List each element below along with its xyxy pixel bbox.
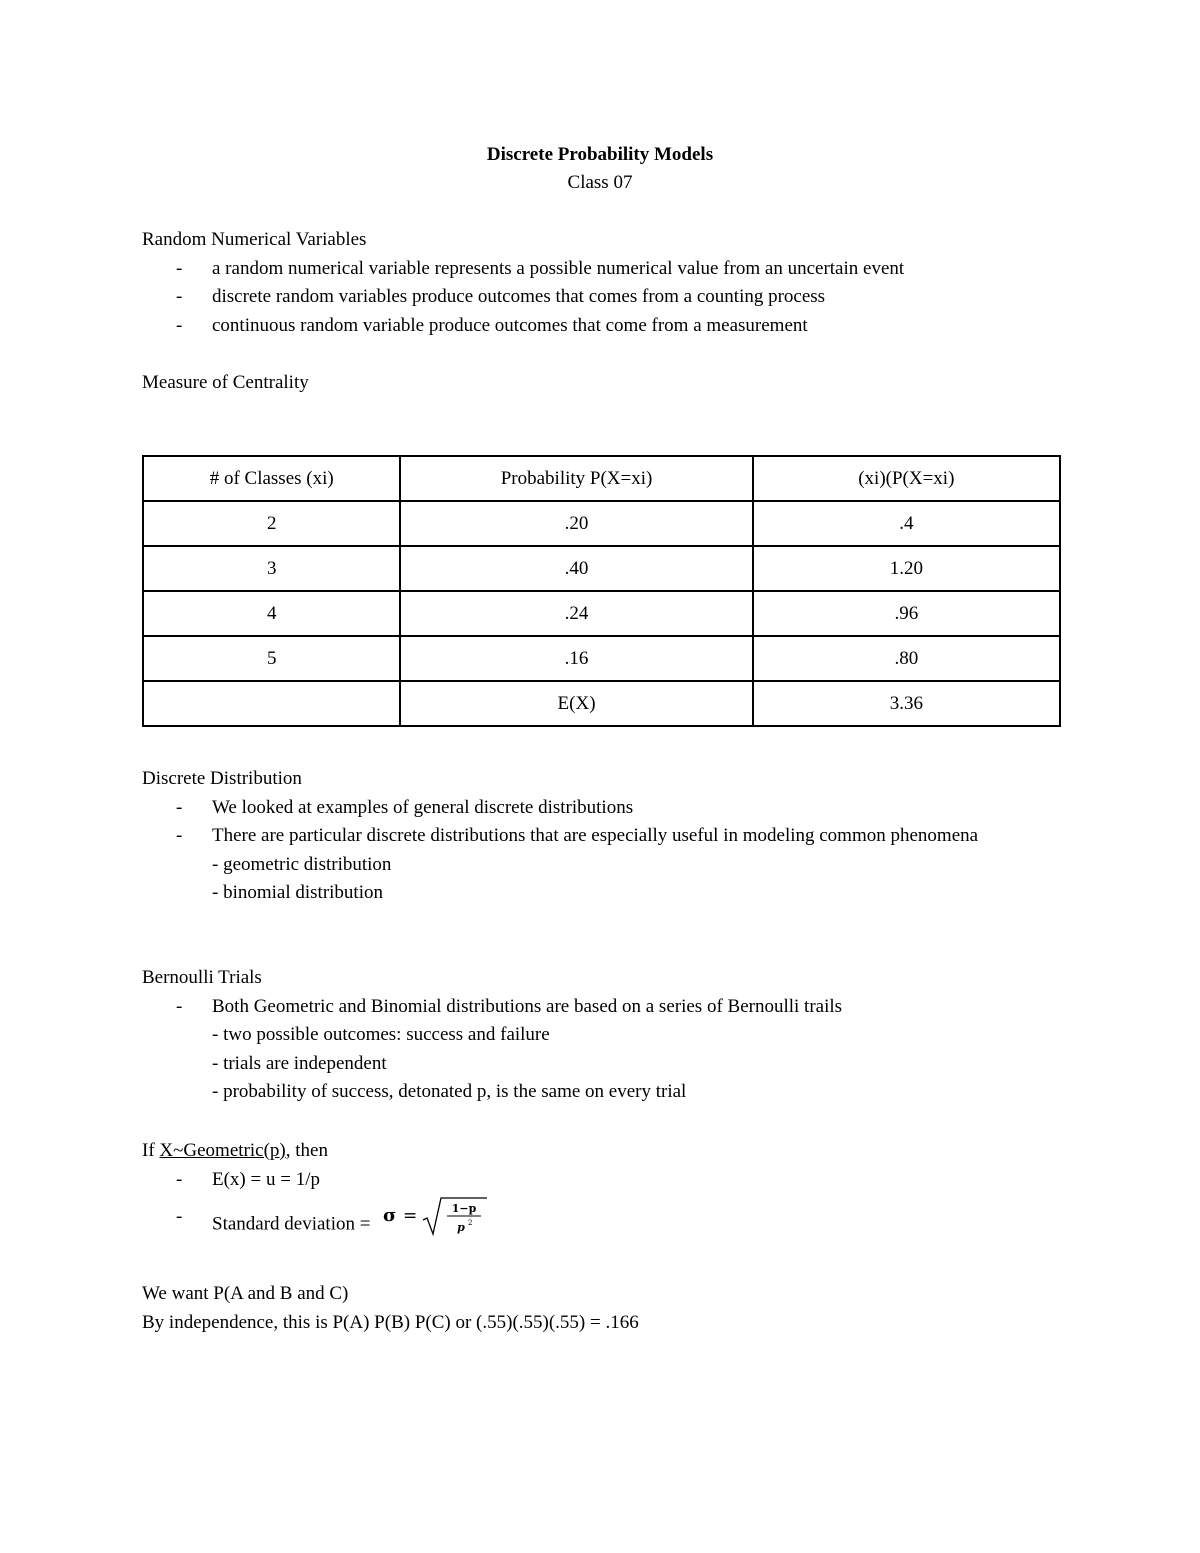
denominator-exponent: 2 — [468, 1219, 473, 1227]
sub-item: - probability of success, detonated p, is the same on every trial — [212, 1081, 687, 1102]
geometric-suffix: , then — [285, 1140, 328, 1161]
sub-item: - binomial distribution — [212, 882, 383, 903]
fraction-denominator: p — [457, 1221, 466, 1234]
table-cell: .16 — [400, 636, 752, 681]
sub-item: - geometric distribution — [212, 853, 392, 875]
geometric-notation: X~Geometric(p) — [159, 1140, 286, 1161]
table-cell — [143, 681, 400, 726]
list-item-text: Both Geometric and Binomial distributions are based on a series of Bernoulli trails — [212, 995, 843, 1017]
list-item-text: There are particular discrete distributions that are especially useful in modeling common phenomena — [212, 825, 979, 846]
table-cell: .24 — [400, 591, 752, 636]
standard-deviation-label: Standard deviation = — [212, 1213, 376, 1235]
table-row — [143, 501, 1060, 546]
list-item-text: continuous random variable produce outcomes that come from a measurement — [212, 314, 808, 336]
list-item — [142, 794, 1012, 823]
table-cell: .20 — [400, 501, 752, 546]
bullet-dash: - — [176, 796, 183, 818]
probability-table — [142, 455, 1061, 727]
page-title: Discrete Probability Models — [486, 144, 714, 165]
sub-item: - two possible outcomes: success and failure — [212, 1024, 550, 1045]
bullet-dash: - — [176, 995, 183, 1017]
table-row — [143, 591, 1060, 636]
list-item — [142, 993, 1012, 1022]
bernoulli-section — [142, 964, 1082, 1107]
table-cell: .96 — [753, 591, 1060, 636]
bullet-dash: - — [176, 286, 183, 307]
table-row — [143, 546, 1060, 591]
section-heading: Bernoulli Trials — [142, 967, 262, 988]
page-subtitle: Class 07 — [567, 172, 633, 193]
bullet-dash: - — [176, 1206, 183, 1227]
table-header-cell: Probability P(X=xi) — [400, 456, 752, 501]
section-heading: Measure of Centrality — [142, 372, 309, 393]
list-item — [142, 1194, 1012, 1240]
sd-formula — [381, 1194, 491, 1256]
table-cell: 2 — [143, 501, 400, 546]
list-item — [142, 312, 1012, 341]
bullet-dash: - — [176, 1168, 183, 1190]
table-cell: 4 — [143, 591, 400, 636]
fraction-numerator: 1−p — [451, 1202, 477, 1215]
table-row — [143, 636, 1060, 681]
table-cell: E(X) — [400, 681, 752, 726]
table-total-row — [143, 681, 1060, 726]
table-cell: 5 — [143, 636, 400, 681]
sub-item: - trials are independent — [212, 1052, 387, 1074]
geometric-prefix: If — [142, 1140, 160, 1161]
list-item-text: We looked at examples of general discrete distributions — [212, 796, 634, 818]
table-cell: .80 — [753, 636, 1060, 681]
random-variables-section — [142, 226, 1082, 340]
section-heading: Discrete Distribution — [142, 768, 302, 789]
list-item — [142, 283, 1012, 312]
table-header-cell: (xi)(P(X=xi) — [753, 456, 1060, 501]
table-header-cell: # of Classes (xi) — [143, 456, 400, 501]
bullet-dash: - — [176, 257, 183, 279]
table-cell: 1.20 — [753, 546, 1060, 591]
geometric-heading — [142, 1137, 1082, 1166]
equals-symbol: = — [403, 1206, 418, 1226]
bullet-dash: - — [176, 314, 183, 336]
table-cell: .4 — [753, 501, 1060, 546]
sqrt-formula-icon — [381, 1194, 491, 1238]
table-cell: 3.36 — [753, 681, 1060, 726]
table-cell: .40 — [400, 546, 752, 591]
bullet-dash: - — [176, 825, 183, 846]
list-item-text: a random numerical variable represents a possible numerical value from an uncertain event — [212, 257, 905, 279]
geometric-section — [142, 1137, 1082, 1240]
conclusion-line: We want P(A and B and C) — [142, 1283, 349, 1304]
list-item — [142, 255, 1012, 284]
list-item — [142, 1166, 1012, 1195]
section-heading: Random Numerical Variables — [142, 229, 367, 250]
expected-value-formula: E(x) = u = 1/p — [212, 1168, 320, 1190]
conclusion-section — [142, 1280, 1082, 1337]
conclusion-line: By independence, this is P(A) P(B) P(C) or (.55)(.55)(.55) = .166 — [142, 1311, 639, 1333]
table-cell: 3 — [143, 546, 400, 591]
list-item-text: discrete random variables produce outcomes that comes from a counting process — [212, 286, 826, 307]
discrete-distribution-section — [142, 765, 1082, 908]
table-header-row — [143, 456, 1060, 501]
sigma-symbol: σ — [383, 1205, 397, 1226]
list-item — [142, 822, 1012, 851]
centrality-section — [142, 369, 1082, 398]
